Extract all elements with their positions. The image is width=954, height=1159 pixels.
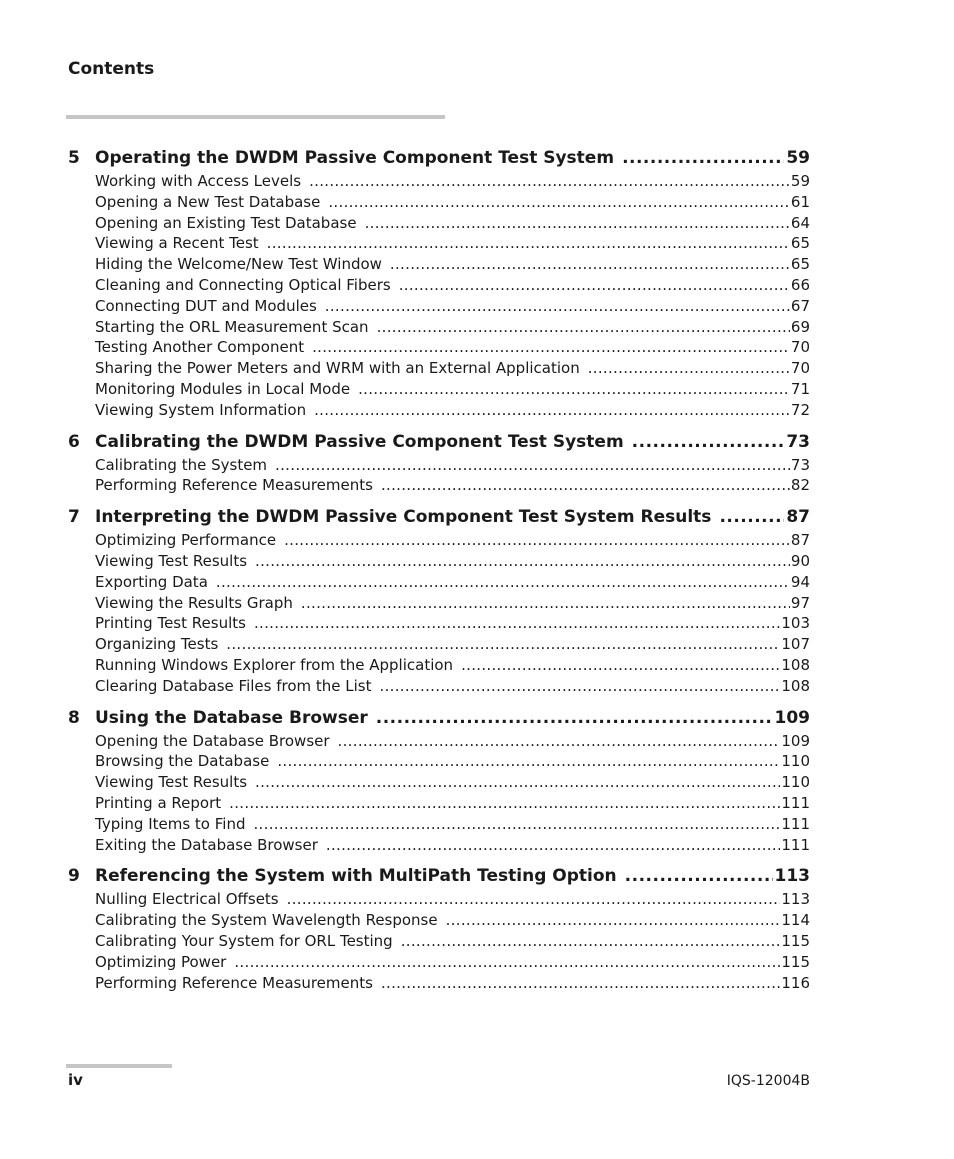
dot-leader	[377, 317, 790, 338]
toc-section-entry[interactable]	[95, 275, 810, 296]
section-page-number: 115	[781, 952, 810, 971]
dot-leader	[216, 572, 790, 593]
dot-leader	[234, 952, 780, 973]
dot-leader	[632, 430, 785, 455]
section-list	[95, 731, 810, 856]
chapter-number: 6	[68, 431, 80, 452]
section-list	[95, 889, 810, 993]
dot-leader	[390, 254, 790, 275]
toc-section-entry[interactable]	[95, 213, 810, 234]
section-title: Optimizing Power	[95, 952, 227, 971]
section-page-number: 109	[781, 731, 810, 750]
section-page-number: 94	[790, 572, 810, 591]
chapter-title: Calibrating the DWDM Passive Component Test System	[95, 431, 624, 452]
section-list	[95, 171, 810, 421]
dot-leader	[365, 213, 790, 234]
dot-leader	[376, 706, 773, 731]
dot-leader	[446, 910, 781, 931]
toc-section-entry[interactable]	[95, 973, 810, 994]
section-title: Clearing Database Files from the List	[95, 676, 372, 695]
dot-leader	[301, 593, 790, 614]
toc-section-entry[interactable]	[95, 572, 810, 593]
section-page-number: 111	[781, 793, 810, 812]
dot-leader	[401, 931, 781, 952]
dot-leader	[314, 400, 790, 421]
dot-leader	[358, 379, 790, 400]
section-page-number: 116	[781, 973, 810, 992]
toc-chapter	[68, 430, 810, 497]
toc-section-entry[interactable]	[95, 910, 810, 931]
toc-section-entry[interactable]	[95, 814, 810, 835]
dot-leader	[328, 192, 790, 213]
section-list	[95, 530, 810, 696]
toc-section-entry[interactable]	[95, 772, 810, 793]
toc-section-entry[interactable]	[95, 530, 810, 551]
page-title: Contents	[68, 59, 155, 79]
section-list	[95, 455, 810, 497]
section-page-number: 69	[790, 317, 810, 336]
section-page-number: 73	[790, 455, 810, 474]
toc-section-entry[interactable]	[95, 676, 810, 697]
toc-section-entry[interactable]	[95, 400, 810, 421]
toc-chapter-entry[interactable]	[68, 146, 810, 171]
section-title: Hiding the Welcome/New Test Window	[95, 255, 382, 274]
dot-leader	[625, 864, 773, 889]
chapter-page-number: 59	[786, 148, 810, 168]
section-title: Starting the ORL Measurement Scan	[95, 317, 369, 336]
toc-section-entry[interactable]	[95, 192, 810, 213]
section-page-number: 90	[790, 551, 810, 570]
dot-leader	[253, 814, 780, 835]
section-page-number: 87	[790, 531, 810, 550]
toc-section-entry[interactable]	[95, 931, 810, 952]
dot-leader	[338, 731, 781, 752]
toc-section-entry[interactable]	[95, 655, 810, 676]
section-title: Opening a New Test Database	[95, 192, 321, 211]
section-page-number: 110	[781, 773, 810, 792]
dot-leader	[380, 676, 781, 697]
toc-section-entry[interactable]	[95, 751, 810, 772]
section-title: Viewing a Recent Test	[95, 234, 259, 253]
section-title: Printing Test Results	[95, 614, 246, 633]
dot-leader	[719, 505, 784, 530]
toc-section-entry[interactable]	[95, 337, 810, 358]
table-of-contents	[68, 146, 810, 993]
dot-leader	[381, 973, 780, 994]
toc-chapter-entry[interactable]	[68, 505, 810, 530]
section-title: Exporting Data	[95, 572, 208, 591]
toc-chapter	[68, 706, 810, 856]
dot-leader	[287, 889, 781, 910]
section-title: Calibrating the System	[95, 455, 268, 474]
toc-section-entry[interactable]	[95, 593, 810, 614]
chapter-page-number: 73	[786, 431, 810, 452]
section-title: Performing Reference Measurements	[95, 973, 373, 992]
section-title: Nulling Electrical Offsets	[95, 890, 279, 909]
section-page-number: 107	[781, 635, 810, 654]
section-title: Browsing the Database	[95, 752, 270, 771]
section-title: Opening the Database Browser	[95, 731, 330, 750]
chapter-page-number: 87	[786, 507, 810, 528]
chapter-title: Referencing the System with MultiPath Testing Option	[95, 866, 617, 887]
section-page-number: 113	[781, 890, 810, 909]
dot-leader	[461, 655, 780, 676]
section-title: Performing Reference Measurements	[95, 476, 373, 495]
section-page-number: 108	[781, 655, 810, 674]
footer-document-id: IQS-12004B	[726, 1073, 810, 1089]
toc-section-entry[interactable]	[95, 835, 810, 856]
section-page-number: 65	[790, 255, 810, 274]
dot-leader	[277, 751, 780, 772]
toc-chapter-entry[interactable]	[68, 430, 810, 455]
section-title: Connecting DUT and Modules	[95, 296, 317, 315]
section-title: Exiting the Database Browser	[95, 835, 318, 854]
chapter-title: Operating the DWDM Passive Component Test System	[95, 148, 615, 168]
section-title: Cleaning and Connecting Optical Fibers	[95, 275, 391, 294]
chapter-page-number: 109	[774, 707, 810, 728]
chapter-number: 9	[68, 866, 80, 887]
section-title: Organizing Tests	[95, 635, 219, 654]
toc-section-entry[interactable]	[95, 889, 810, 910]
dot-leader	[399, 275, 790, 296]
dot-leader	[381, 475, 790, 496]
toc-section-entry[interactable]	[95, 455, 810, 476]
dot-leader	[254, 613, 780, 634]
section-page-number: 97	[790, 593, 810, 612]
section-page-number: 111	[781, 835, 810, 854]
toc-section-entry[interactable]	[95, 317, 810, 338]
section-page-number: 115	[781, 931, 810, 950]
dot-leader	[255, 551, 790, 572]
section-page-number: 110	[781, 752, 810, 771]
section-page-number: 67	[790, 296, 810, 315]
section-title: Optimizing Performance	[95, 531, 277, 550]
section-title: Viewing Test Results	[95, 773, 248, 792]
chapter-page-number: 113	[774, 866, 810, 887]
section-page-number: 59	[790, 172, 810, 190]
dot-leader	[325, 296, 790, 317]
toc-section-entry[interactable]	[95, 171, 810, 192]
section-page-number: 72	[790, 400, 810, 419]
section-page-number: 111	[781, 814, 810, 833]
section-title: Testing Another Component	[95, 338, 305, 357]
section-title: Calibrating Your System for ORL Testing	[95, 931, 393, 950]
section-title: Sharing the Power Meters and WRM with an External Application	[95, 359, 580, 378]
section-title: Calibrating the System Wavelength Response	[95, 911, 438, 930]
dot-leader	[275, 455, 790, 476]
toc-section-entry[interactable]	[95, 254, 810, 275]
toc-section-entry[interactable]	[95, 475, 810, 496]
section-title: Running Windows Explorer from the Application	[95, 655, 454, 674]
dot-leader	[312, 337, 790, 358]
dot-leader	[229, 793, 780, 814]
dot-leader	[588, 358, 790, 379]
dot-leader	[284, 530, 790, 551]
section-title: Viewing the Results Graph	[95, 593, 293, 612]
chapter-title: Interpreting the DWDM Passive Component Test System Results	[95, 507, 712, 528]
section-title: Viewing Test Results	[95, 551, 248, 570]
section-page-number: 103	[781, 614, 810, 633]
toc-section-entry[interactable]	[95, 613, 810, 634]
section-page-number: 66	[790, 275, 810, 294]
footer-page-number: iv	[68, 1071, 83, 1089]
chapter-number: 8	[68, 707, 80, 728]
toc-chapter-entry[interactable]	[68, 706, 810, 731]
section-title: Printing a Report	[95, 793, 222, 812]
toc-section-entry[interactable]	[95, 952, 810, 973]
toc-chapter	[68, 146, 810, 421]
section-title: Viewing System Information	[95, 400, 307, 419]
dot-leader	[226, 634, 780, 655]
dot-leader	[309, 171, 790, 192]
toc-section-entry[interactable]	[95, 379, 810, 400]
toc-chapter	[68, 864, 810, 993]
toc-chapter	[68, 505, 810, 696]
toc-section-entry[interactable]	[95, 233, 810, 254]
section-title: Monitoring Modules in Local Mode	[95, 379, 351, 398]
chapter-title: Using the Database Browser	[95, 707, 368, 728]
toc-section-entry[interactable]	[95, 296, 810, 317]
section-page-number: 108	[781, 676, 810, 695]
section-title: Opening an Existing Test Database	[95, 213, 357, 232]
section-page-number: 70	[790, 359, 810, 378]
toc-section-entry[interactable]	[95, 634, 810, 655]
dot-leader	[622, 146, 784, 171]
toc-section-entry[interactable]	[95, 731, 810, 752]
toc-section-entry[interactable]	[95, 793, 810, 814]
dot-leader	[326, 835, 780, 856]
toc-chapter-entry[interactable]	[68, 864, 810, 889]
dot-leader	[255, 772, 780, 793]
section-page-number: 71	[790, 379, 810, 398]
toc-section-entry[interactable]	[95, 551, 810, 572]
section-page-number: 82	[790, 476, 810, 495]
section-page-number: 114	[781, 911, 810, 930]
section-page-number: 61	[790, 192, 810, 211]
footer-divider	[66, 1064, 172, 1068]
section-page-number: 64	[790, 213, 810, 232]
section-page-number: 65	[790, 234, 810, 253]
header-divider	[66, 115, 445, 119]
chapter-number: 5	[68, 148, 80, 168]
section-title: Typing Items to Find	[95, 814, 246, 833]
chapter-number: 7	[68, 507, 80, 528]
toc-section-entry[interactable]	[95, 358, 810, 379]
section-page-number: 70	[790, 338, 810, 357]
section-title: Working with Access Levels	[95, 172, 302, 190]
dot-leader	[267, 233, 790, 254]
